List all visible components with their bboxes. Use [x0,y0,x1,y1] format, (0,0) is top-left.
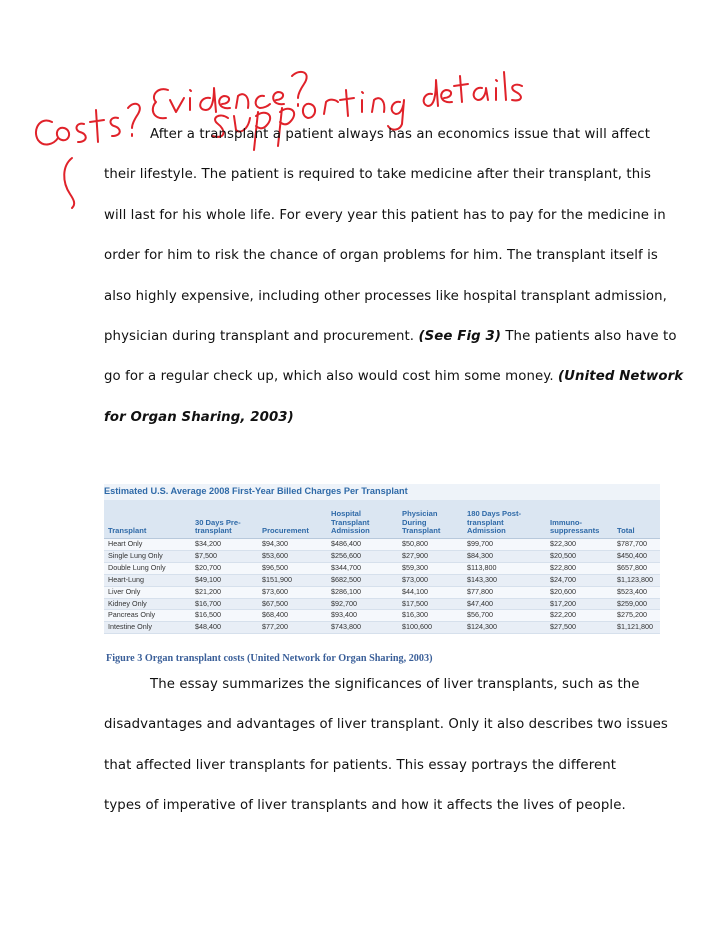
table-cell-cost: $286,100 [327,586,398,598]
table-cell-cost: $143,300 [463,574,546,586]
table-cell-cost: $49,100 [191,574,258,586]
column-header: Hospital Transplant Admission [327,500,398,539]
table-row [104,598,660,610]
table-cell-cost: $344,700 [327,562,398,574]
table-cell-cost: $92,700 [327,598,398,610]
table-cell-cost: $53,600 [258,550,327,562]
column-header: Immuno-suppressants [546,500,613,539]
table-cell-cost: $44,100 [398,586,463,598]
table-cell-transplant: Heart-Lung [104,574,191,586]
table-row [104,550,660,562]
table-cell-cost: $67,500 [258,598,327,610]
table-cell-cost: $100,600 [398,622,463,634]
table-cell-cost: $22,300 [546,539,613,551]
table-cell-cost: $22,800 [546,562,613,574]
table-cell-cost: $16,300 [398,610,463,622]
table-cell-cost: $99,700 [463,539,546,551]
paragraph-2-line-3: that affected liver transplants for patients. This essay portrays the different [104,757,617,773]
table-cell-cost: $50,800 [398,539,463,551]
table-cell-cost: $93,400 [327,610,398,622]
annotation-word-evidence [153,89,168,118]
table-cell-cost: $1,123,800 [613,574,660,586]
table-cell-cost: $94,300 [258,539,327,551]
table-cell-cost: $77,800 [463,586,546,598]
column-header: Physician During Transplant [398,500,463,539]
table-cell-transplant: Kidney Only [104,598,191,610]
annotation-word-costs [36,121,58,145]
table-cell-transplant: Double Lung Only [104,562,191,574]
table-cell-cost: $73,000 [398,574,463,586]
table-cell-cost: $124,300 [463,622,546,634]
paragraph-2-line-1: The essay summarizes the significances of liver transplants, such as the [150,677,640,692]
table-cell-cost: $787,700 [613,539,660,551]
table-row [104,586,660,598]
table-cell-cost: $20,700 [191,562,258,574]
table-cell-cost: $48,400 [191,622,258,634]
table-row [104,610,660,622]
paragraph-1-line-8 [104,398,664,438]
table-cell-cost: $20,500 [546,550,613,562]
column-header: Transplant [104,500,191,539]
table-cell-cost: $275,200 [613,610,660,622]
table-cell-cost: $682,500 [327,574,398,586]
table-cell-cost: $27,900 [398,550,463,562]
table-cell-cost: $17,500 [398,598,463,610]
table-cell-cost: $1,121,800 [613,622,660,634]
paragraph-2 [104,665,668,827]
table-cell-cost: $24,700 [546,574,613,586]
table-cell-cost: $7,500 [191,550,258,562]
table-cell-cost: $259,000 [613,598,660,610]
table-cell-cost: $96,500 [258,562,327,574]
table-cell-cost: $84,300 [463,550,546,562]
table-cell-cost: $256,600 [327,550,398,562]
table-row [104,574,660,586]
table-cell-cost: $47,400 [463,598,546,610]
paragraph-1-line-2: their lifestyle. The patient is required to take medicine after their transplant, this [104,167,652,183]
table-cell-cost: $73,600 [258,586,327,598]
table-cell-transplant: Intestine Only [104,622,191,634]
paragraph-1-line-1: After a transplant a patient always has an economics issue that will affect [150,127,651,142]
paragraph-1-line-7: go for a regular check up, which also would cost him some money. (United Network [104,369,684,385]
paragraph-1-line-3: will last for his whole life. For every year this patient has to pay for the medicine in [104,207,666,223]
table-cell-cost: $21,200 [191,586,258,598]
table-cell-cost: $27,500 [546,622,613,634]
table-row [104,539,660,551]
table-cell-transplant: Liver Only [104,586,191,598]
table-cell-cost: $20,600 [546,586,613,598]
table-cell-cost: $16,700 [191,598,258,610]
figure-citation: (See Fig 3) [418,329,501,345]
column-header: 30 Days Pre-transplant [191,500,258,539]
cost-table [104,500,660,634]
figure-3-cost-table [104,484,660,633]
column-header: Total [613,500,660,539]
column-header: 180 Days Post-transplant Admission [463,500,546,539]
table-cell-cost: $68,400 [258,610,327,622]
figure-caption: Figure 3 Organ transplant costs (United Network for Organ Sharing, 2003) [106,653,433,664]
table-cell-transplant: Pancreas Only [104,610,191,622]
paragraph-1-line-5: also highly expensive, including other processes like hospital transplant admission, [104,288,668,304]
paragraph-1-line-6: physician during transplant and procurement. (See Fig 3) The patients also have to [104,329,677,345]
table-cell-cost: $77,200 [258,622,327,634]
paragraph-1 [104,115,684,438]
table-cell-cost: $743,800 [327,622,398,634]
table-row [104,622,660,634]
paragraph-1-line-4: order for him to risk the chance of organ problems for him. The transplant itself is [104,248,658,264]
column-header: Procurement [258,500,327,539]
table-row [104,562,660,574]
table-header-row [104,500,660,539]
source-citation-end: for Organ Sharing, 2003) [104,409,294,425]
paragraph-2-line-2: disadvantages and advantages of liver transplant. Only it also describes two issues [104,717,668,733]
table-cell-cost: $56,700 [463,610,546,622]
figure-title: Estimated U.S. Average 2008 First-Year Billed Charges Per Transplant [104,486,408,496]
table-cell-cost: $657,800 [613,562,660,574]
margin-bracket-mark [64,158,74,208]
table-cell-cost: $22,200 [546,610,613,622]
table-cell-cost: $16,500 [191,610,258,622]
table-cell-cost: $17,200 [546,598,613,610]
table-cell-cost: $113,800 [463,562,546,574]
table-cell-cost: $450,400 [613,550,660,562]
table-cell-transplant: Single Lung Only [104,550,191,562]
table-cell-cost: $34,200 [191,539,258,551]
table-cell-cost: $486,400 [327,539,398,551]
table-body [104,539,660,634]
table-cell-cost: $151,900 [258,574,327,586]
table-cell-transplant: Heart Only [104,539,191,551]
table-cell-cost: $59,300 [398,562,463,574]
source-citation-start: (United Network [557,369,684,385]
paragraph-2-line-4: types of imperative of liver transplants and how it affects the lives of people. [104,798,626,814]
table-cell-cost: $523,400 [613,586,660,598]
